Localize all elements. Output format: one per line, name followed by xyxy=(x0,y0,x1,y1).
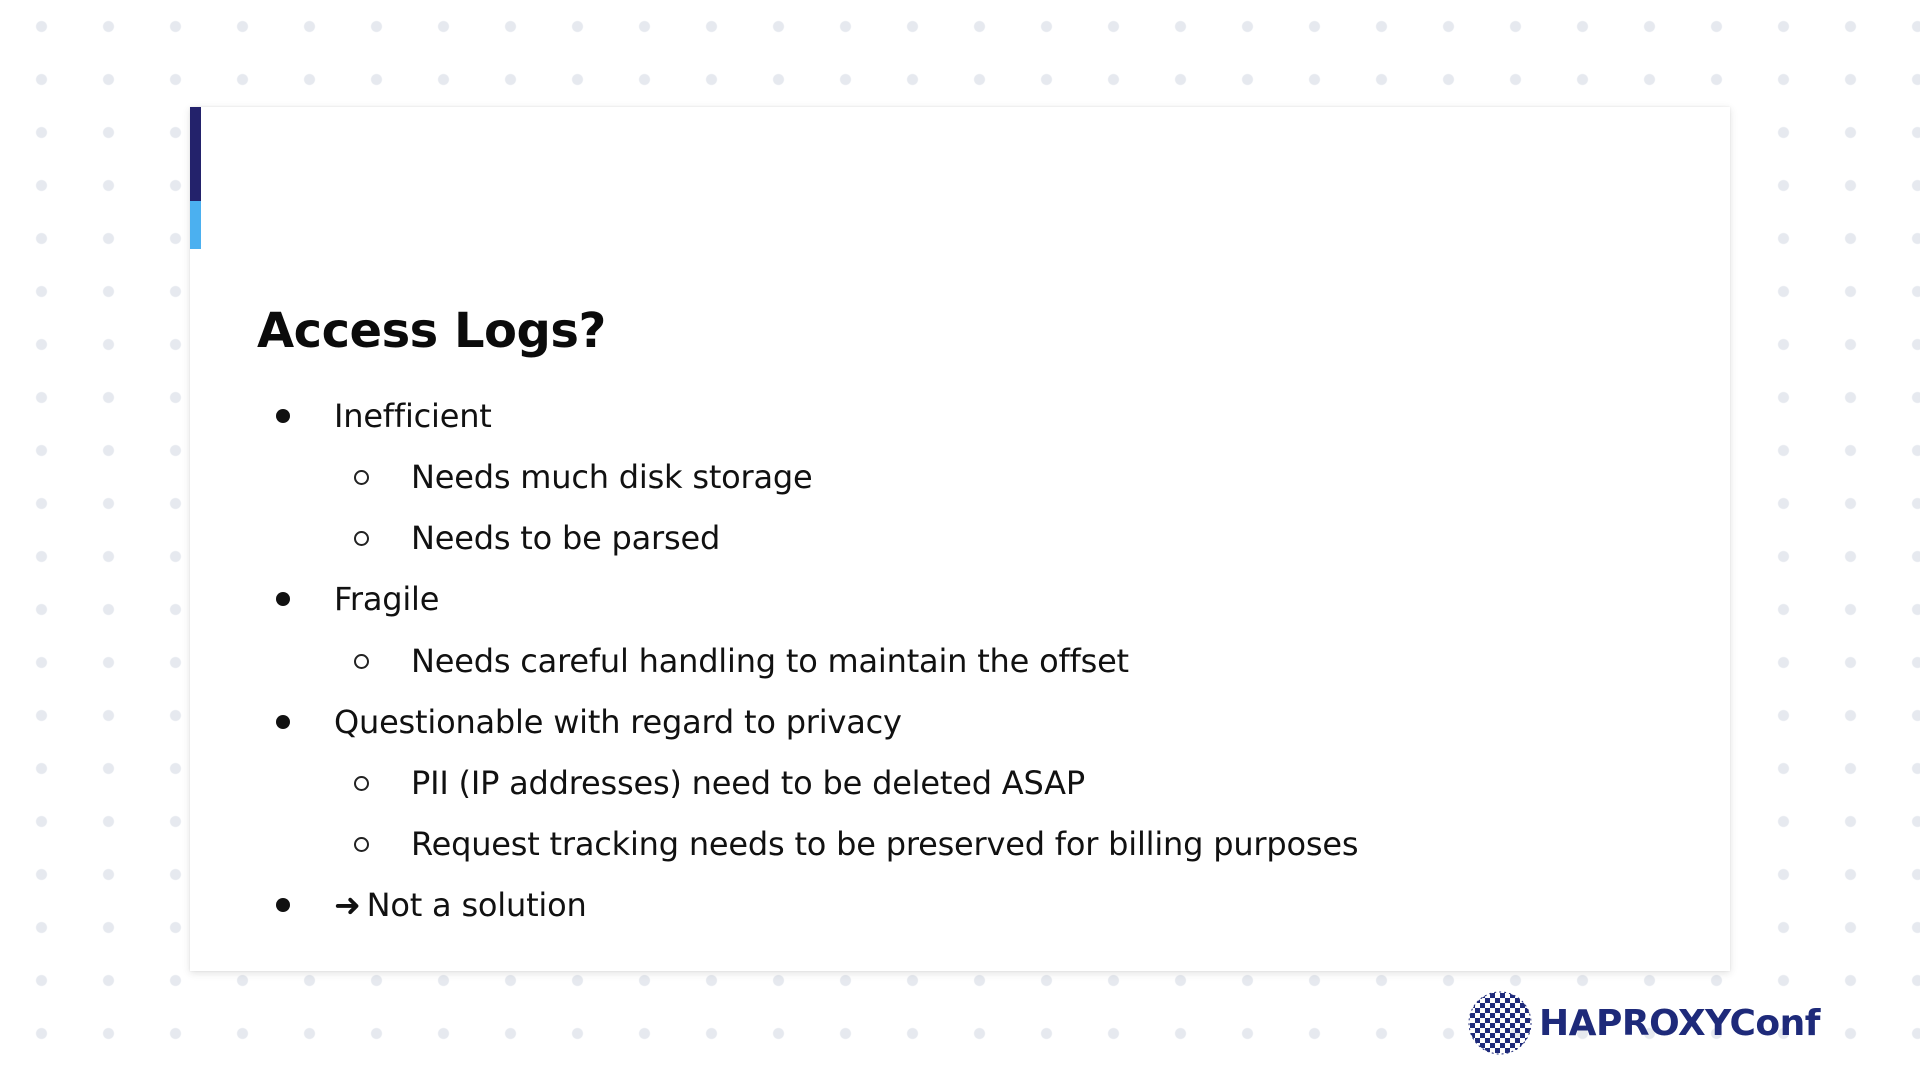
bullet-dot-icon xyxy=(276,898,290,912)
bullet-text: Fragile xyxy=(334,580,440,618)
bullet-circle-icon xyxy=(354,470,369,485)
bullet-dot-icon xyxy=(276,715,290,729)
slide-title: Access Logs? xyxy=(257,303,606,359)
bullet-circle-icon xyxy=(354,837,369,852)
haproxyconf-logo xyxy=(1467,990,1820,1056)
conclusion-text: Not a solution xyxy=(366,886,587,924)
right-arrow-icon: ➜ xyxy=(334,886,361,924)
bullet-text-conclusion xyxy=(334,886,587,924)
sub-bullet-text: PII (IP addresses) need to be deleted ASAP xyxy=(411,764,1085,802)
sub-bullet-text: Needs much disk storage xyxy=(411,458,813,496)
bullet-circle-icon xyxy=(354,654,369,669)
bullet-dot-icon xyxy=(276,409,290,423)
bullet-circle-icon xyxy=(354,531,369,546)
haproxy-logo-icon xyxy=(1467,990,1533,1056)
slide-card xyxy=(190,107,1730,971)
bullet-dot-icon xyxy=(276,592,290,606)
logo-wordmark: HAPROXYConf xyxy=(1539,1002,1820,1044)
sub-bullet-text: Needs careful handling to maintain the offset xyxy=(411,642,1129,680)
bullet-list xyxy=(190,107,1730,971)
bullet-text: Questionable with regard to privacy xyxy=(334,703,902,741)
sub-bullet-text: Request tracking needs to be preserved for billing purposes xyxy=(411,825,1359,863)
bullet-circle-icon xyxy=(354,776,369,791)
sub-bullet-text: Needs to be parsed xyxy=(411,519,721,557)
bullet-text: Inefficient xyxy=(334,397,492,435)
